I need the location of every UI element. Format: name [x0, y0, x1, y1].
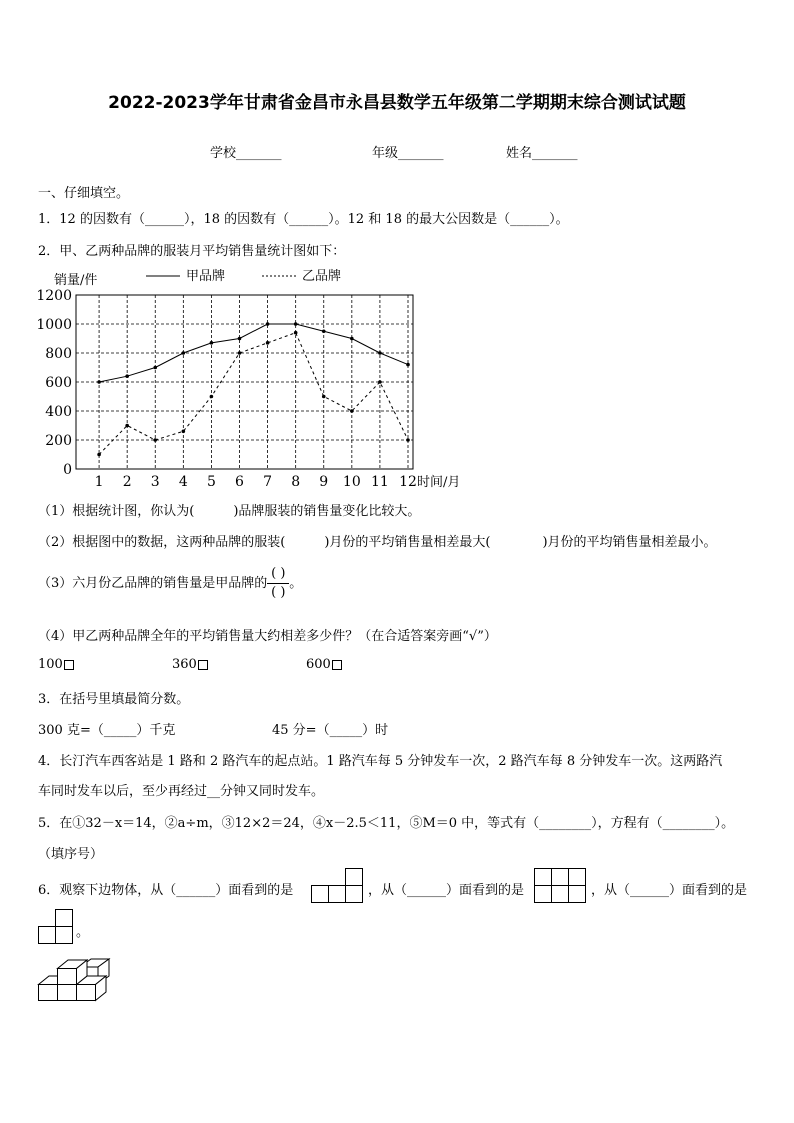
y-tick-label: 400: [45, 404, 72, 420]
data-point-b: [350, 409, 354, 413]
section-heading: 一、仔细填空。: [38, 186, 130, 201]
checkbox[interactable]: [64, 660, 74, 670]
fraction-denominator: ( ): [271, 585, 286, 600]
checkbox[interactable]: [332, 660, 342, 670]
school-field: 学校_______: [210, 146, 282, 161]
x-tick-label: 4: [178, 474, 188, 490]
data-point-b: [182, 430, 186, 434]
x-tick-label: 8: [291, 474, 301, 490]
option-label: 100: [38, 657, 63, 672]
question-2-intro: 2．甲、乙两种品牌的服装月平均销售量统计图如下：: [38, 244, 346, 259]
data-point-b: [153, 438, 157, 442]
data-point-b: [406, 438, 410, 442]
data-point-b: [378, 380, 382, 384]
fraction-numerator: ( ): [271, 566, 286, 581]
checkbox[interactable]: [198, 660, 208, 670]
data-point-a: [238, 337, 242, 341]
legend-b-label: 乙品牌: [302, 269, 342, 284]
series-line-b: [99, 333, 408, 455]
x-tick-label: 1: [94, 474, 104, 490]
question-6-c: ，从（______）面看到的是: [591, 883, 748, 898]
data-point-a: [97, 380, 101, 384]
x-tick-label: 2: [122, 474, 132, 490]
q2-p3-end: 。: [289, 576, 303, 591]
data-point-a: [378, 351, 382, 355]
x-tick-label: 11: [371, 474, 389, 490]
page-title: 2022-2023学年甘肃省金昌市永昌县数学五年级第二学期期末综合测试试题: [108, 93, 686, 113]
question-2-part-2: （2）根据图中的数据，这两种品牌的服装( )月份的平均销售量相差最大( )月份的平均销售量相差最小。: [38, 535, 717, 550]
fraction-bar: [267, 583, 289, 584]
data-point-b: [266, 341, 270, 345]
view-shape-3: [38, 906, 78, 946]
data-point-a: [294, 322, 298, 326]
option-100: [38, 657, 74, 672]
sales-line-chart: [30, 262, 480, 492]
cube-object: [36, 956, 126, 1004]
data-point-b: [294, 331, 298, 335]
data-point-b: [322, 395, 326, 399]
data-point-b: [238, 351, 242, 355]
question-1: 1．12 的因数有（______），18 的因数有（______）。12 和 18 的最大公因数是（______）。: [38, 212, 569, 227]
question-2-part-3: [38, 566, 302, 601]
y-tick-label: 600: [45, 375, 72, 391]
option-360: [172, 657, 208, 672]
legend-a-label: 甲品牌: [186, 269, 226, 284]
x-tick-label: 7: [263, 474, 273, 490]
question-3-intro: 3．在括号里填最简分数。: [38, 692, 190, 707]
x-tick-label: 3: [150, 474, 160, 490]
data-point-b: [210, 395, 214, 399]
question-3-b: 45 分=（_____）时: [272, 723, 389, 738]
x-tick-label: 5: [206, 474, 216, 490]
question-6-a: 6．观察下边物体，从（______）面看到的是: [38, 883, 294, 898]
y-tick-label: 800: [45, 346, 72, 362]
x-tick-label: 9: [319, 474, 329, 490]
fraction: [267, 566, 289, 601]
question-2-part-4: （4）甲乙两种品牌全年的平均销售量大约相差多少件？（在合适答案旁画“√”）: [38, 629, 497, 644]
option-600: [306, 657, 342, 672]
grade-field: 年级_______: [372, 146, 444, 161]
question-4-line-1: 4．长汀汽车西客站是 1 路和 2 路汽车的起点站。1 路汽车每 5 分钟发车一次，2 路汽车每 8 分钟发车一次。这两路汽: [38, 754, 723, 769]
question-3-a: 300 克=（_____）千克: [38, 723, 176, 738]
x-tick-label: 10: [342, 474, 361, 490]
data-point-a: [350, 337, 354, 341]
data-point-b: [97, 453, 101, 457]
view-shape-1: [311, 866, 367, 904]
y-tick-label: 0: [63, 462, 72, 478]
question-6-b: ，从（______）面看到的是: [368, 883, 525, 898]
x-axis-label: 时间/月: [417, 475, 461, 490]
view-shape-2: [534, 866, 590, 904]
option-label: 360: [172, 657, 197, 672]
name-field: 姓名_______: [506, 146, 578, 161]
question-6-end: 。: [76, 925, 90, 940]
data-point-a: [125, 374, 129, 378]
data-point-a: [153, 366, 157, 370]
option-label: 600: [306, 657, 331, 672]
question-2-part-1: （1）根据统计图，你认为( )品牌服装的销售量变化比较大。: [38, 504, 421, 519]
y-tick-label: 1200: [36, 288, 72, 304]
y-tick-label: 1000: [36, 317, 72, 333]
question-5-line-1: 5．在①32－x＝14，②a÷m，③12×2＝24，④x－2.5＜11，⑤M＝0 中，等式有（________），方程有（________）。: [38, 816, 735, 831]
x-tick-label: 12: [399, 474, 417, 490]
x-tick-label: 6: [235, 474, 244, 490]
data-point-a: [322, 329, 326, 333]
data-point-b: [125, 424, 129, 428]
question-4-line-2: 车同时发车以后，至少再经过__分钟又同时发车。: [38, 784, 325, 799]
y-tick-label: 200: [45, 433, 72, 449]
data-point-a: [406, 363, 410, 367]
y-axis-label: 销量/件: [54, 273, 98, 288]
q2-p3-text: （3）六月份乙品牌的销售量是甲品牌的: [38, 576, 268, 591]
data-point-a: [210, 341, 214, 345]
data-point-a: [266, 322, 270, 326]
data-point-a: [182, 351, 186, 355]
question-5-line-2: （填序号）: [38, 847, 104, 862]
